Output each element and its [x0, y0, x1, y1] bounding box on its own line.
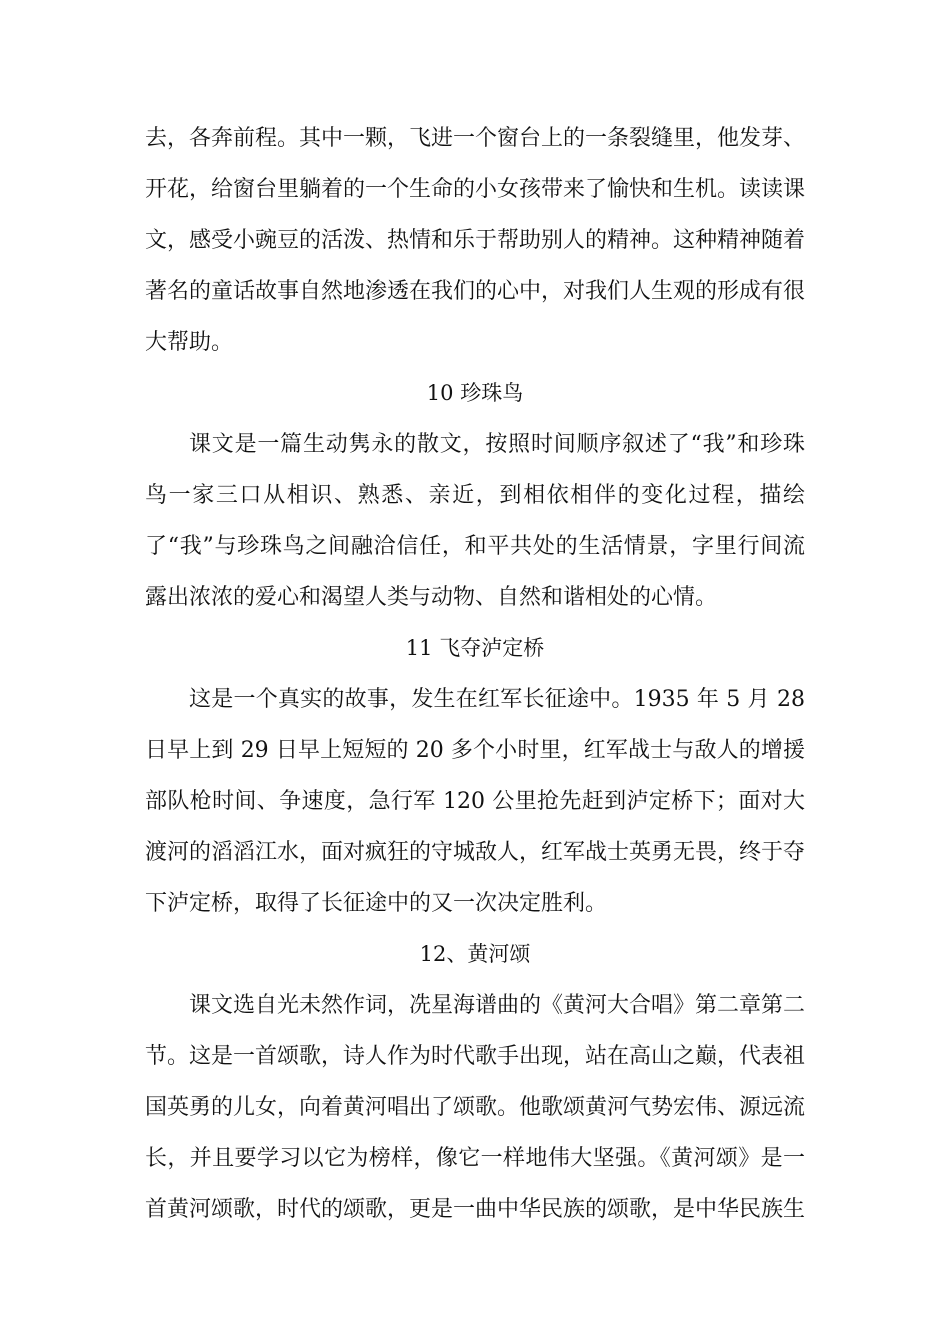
section-heading-yellow-river: 12、黄河颂: [419, 942, 531, 966]
section-heading-luding-bridge: 11 飞夺泸定桥: [405, 636, 545, 660]
section-body-yellow-river: 课文选自光未然作词，冼星海谱曲的《黄河大合唱》第二章第二节。这是一首颂歌，诗人作为时代歌手出现，站在高山之巅，代表祖国英勇的儿女，向着黄河唱出了颂歌。他歌颂黄河气势宏伟、源远流长，并且要学习以它为榜样，像它一样地伟大坚强。《黄河颂》是一首黄河颂歌，时代的颂歌，更是一曲中华民族的颂歌，是中华民族生: [145, 993, 806, 1222]
text-body: [145, 113, 805, 1235]
intro-paragraph: 去，各奔前程。其中一颗，飞进一个窗台上的一条裂缝里，他发芽、开花，给窗台里躺着的一个生命的小女孩带来了愉快和生机。读读课文，感受小豌豆的活泼、热情和乐于帮助别人的精神。这种精神随着著名的童话故事自然地渗透在我们的心中，对我们人生观的形成有很大帮助。: [145, 126, 806, 355]
section-body-luding-bridge: 这是一个真实的故事，发生在红军长征途中。1935 年 5 月 28 日早上到 29 日早上短短的 20 多个小时里，红军战士与敌人的增援部队枪时间、争速度，急行军 120 公里抢先赶到泸定桥下；面对大渡河的滔滔江水，面对疯狂的守城敌人，红军战士英勇无畏，终于夺下泸定桥，取得了长征途中的又一次决定胜利。: [145, 687, 806, 916]
section-body-zhenzhuniao: 课文是一篇生动隽永的散文，按照时间顺序叙述了“我”和珍珠鸟一家三口从相识、熟悉、亲近，到相依相伴的变化过程，描绘了“我”与珍珠鸟之间融洽信任，和平共处的生活情景，字里行间流露出浓浓的爱心和渴望人类与动物、自然和谐相处的心情。: [145, 432, 805, 610]
section-heading-zhenzhuniao: 10 珍珠鸟: [426, 381, 524, 405]
